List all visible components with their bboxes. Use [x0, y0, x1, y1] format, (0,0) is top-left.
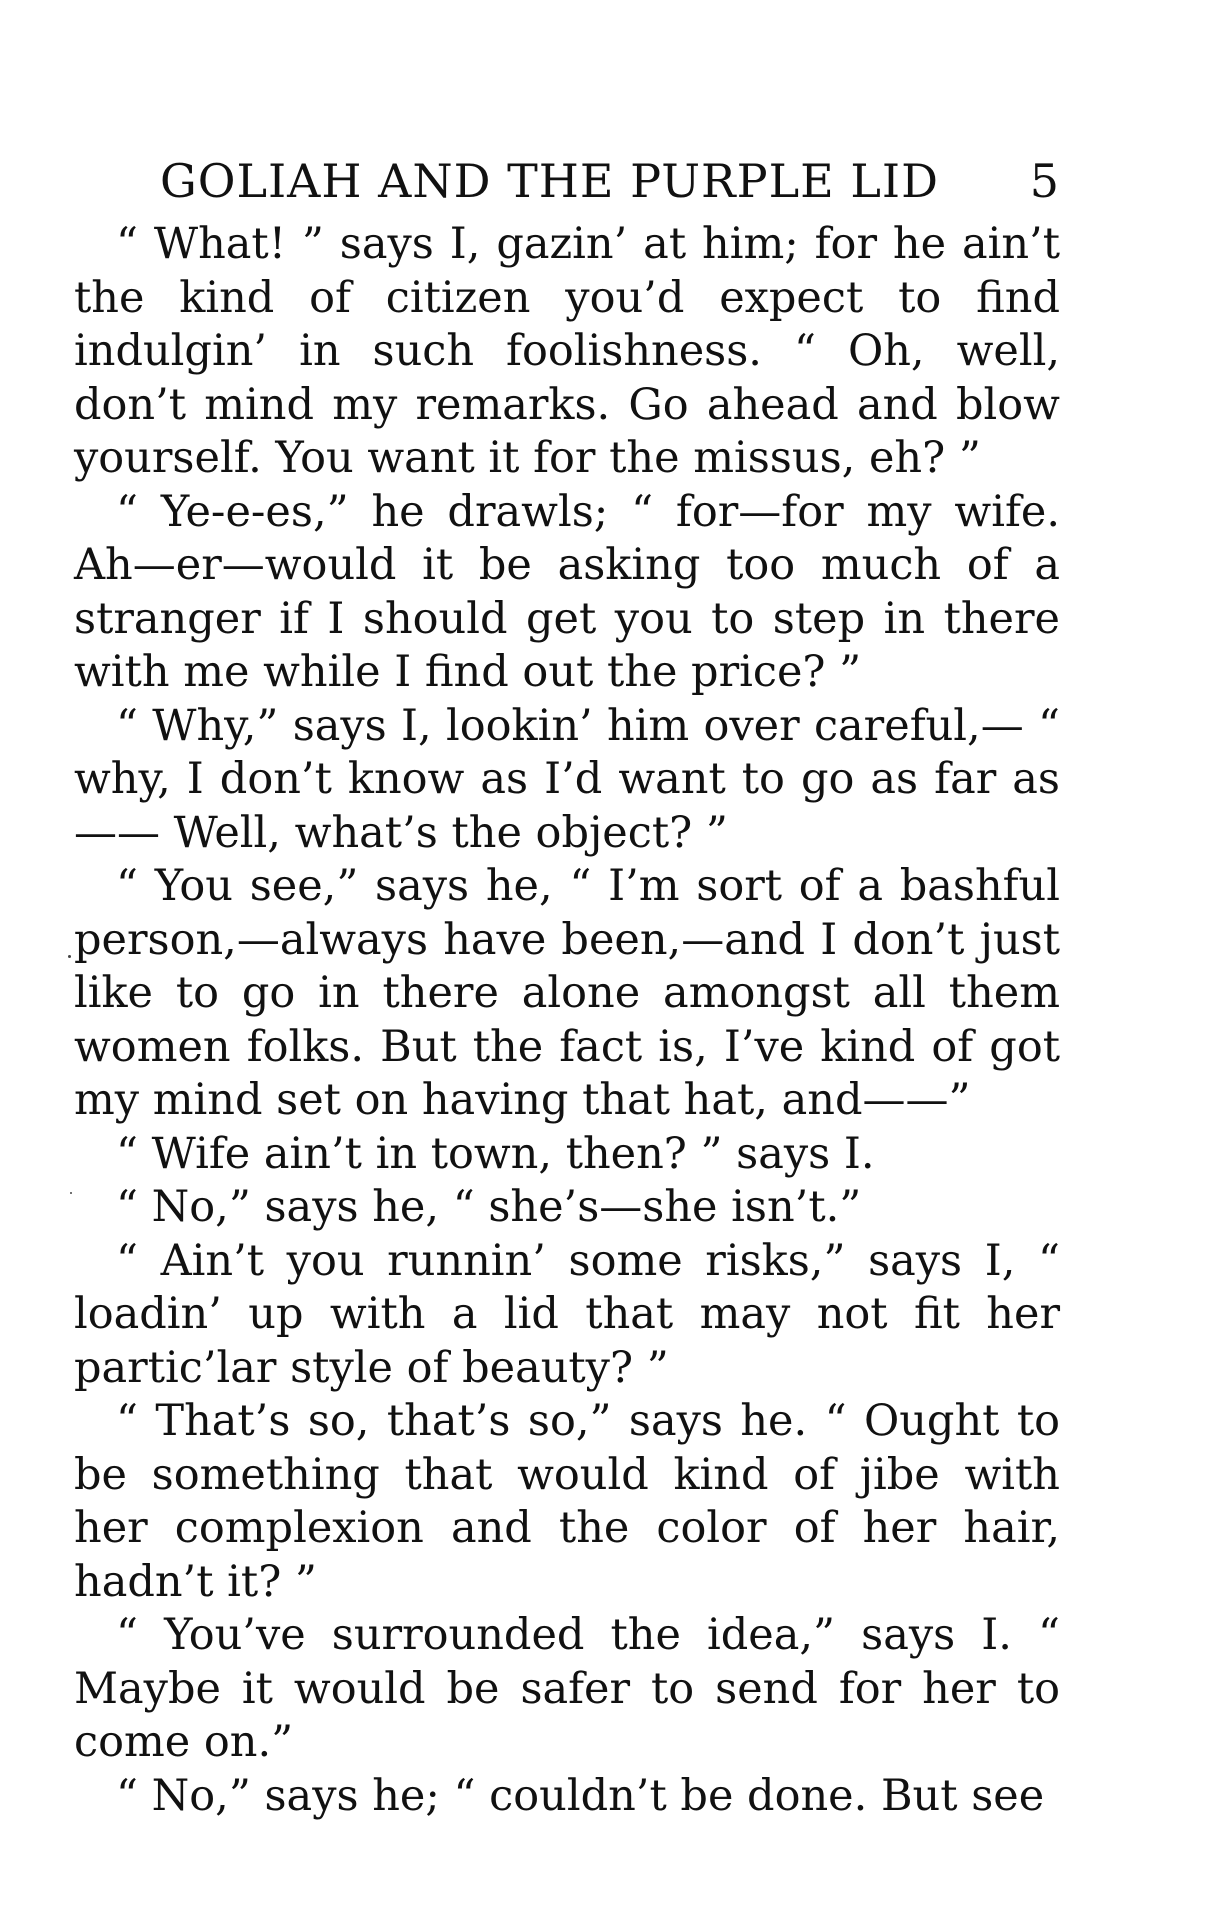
book-page: [74, 140, 1060, 1823]
body-text: [74, 218, 1060, 1823]
paragraph: “ Wife ain’t in town, then? ” says I.: [116, 1128, 875, 1179]
paragraph: “ You’ve surrounded the idea,” says I. “ Maybe it would be safer to send for her to come on.”: [74, 1610, 1060, 1767]
paragraph: “ Ye-e-es,” he drawls; “ for—for my wife. Ah—er—would it be asking too much of a stranger if I should get you to step in there with me while I find out the price? ”: [74, 486, 1060, 697]
paragraph: “ No,” says he; “ couldn’t be done. But see: [116, 1770, 1045, 1821]
paper-speck: [68, 955, 71, 958]
page-number: 5: [1029, 154, 1060, 208]
paragraph: “ What! ” says I, gazin’ at him; for he ain’t the kind of citizen you’d expect to find indulgin’ in such foolishness. “ Oh, well, don’t mind my remarks. Go ahead and blow yourself. You want it for the missus, eh? ”: [74, 219, 1060, 483]
running-header: [74, 140, 1060, 218]
running-title: GOLIAH AND THE PURPLE LID: [160, 154, 939, 208]
paragraph: “ You see,” says he, “ I’m sort of a bashful person,—always have been,—and I don’t just like to go in there alone amongst all them women folks. But the fact is, I’ve kind of got my mind set on having that hat, and——”: [74, 861, 1060, 1125]
paragraph: “ No,” says he, “ she’s—she isn’t.”: [116, 1182, 862, 1232]
paper-speck: [70, 1192, 72, 1194]
paragraph: “ Ain’t you runnin’ some risks,” says I, “ loadin’ up with a lid that may not fit her partic’lar style of beauty? ”: [74, 1235, 1060, 1393]
paragraph: “ That’s so, that’s so,” says he. “ Ought to be something that would kind of jibe with her complexion and the color of her hair, hadn’t it? ”: [74, 1396, 1060, 1607]
paragraph: “ Why,” says I, lookin’ him over careful,— “ why, I don’t know as I’d want to go as far as—— Well, what’s the object? ”: [74, 700, 1060, 858]
